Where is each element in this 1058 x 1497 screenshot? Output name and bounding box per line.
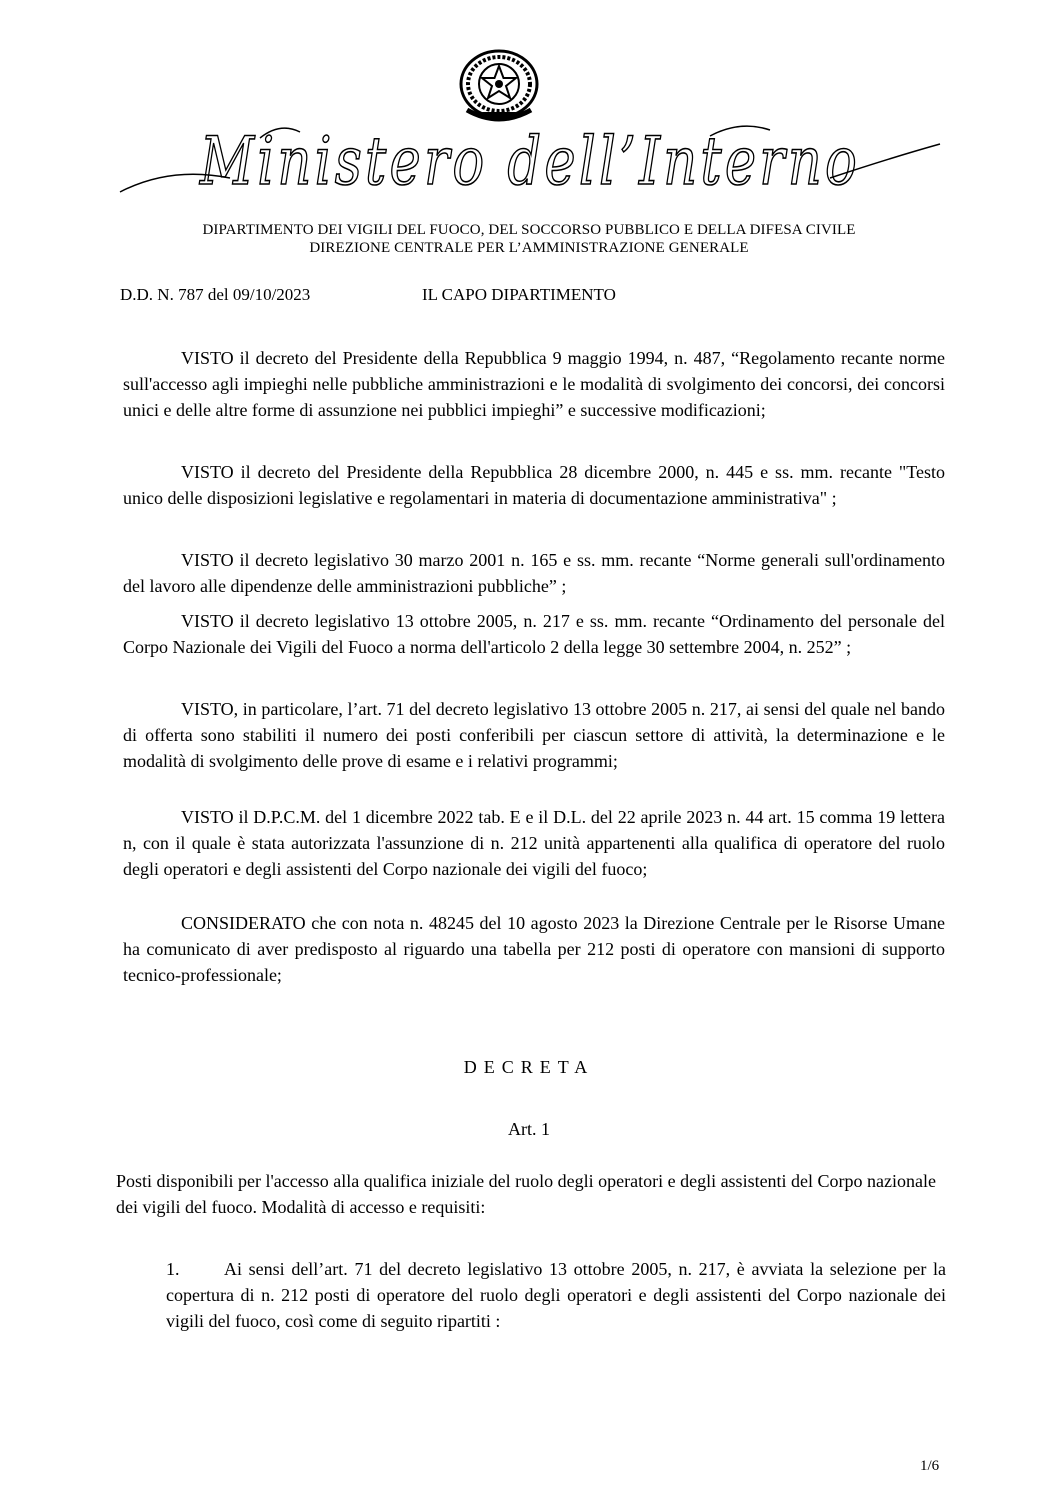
article-intro: Posti disponibili per l'accesso alla qualifica iniziale del ruolo degli operatori e degli assistenti del Corpo nazionale dei vigili del fuoco. Modalità di accesso e requisiti:: [116, 1171, 937, 1217]
page-number: 1/6: [920, 1458, 940, 1474]
department-heading: DIPARTIMENTO DEI VIGILI DEL FUOCO, DEL SOCCORSO PUBBLICO E DELLA DIFESA CIVILE: [202, 222, 856, 238]
preamble-paragraph: VISTO il D.P.C.M. del 1 dicembre 2022 tab. E e il D.L. del 22 aprile 2023 n. 44 art. 15 comma 19 lettera n, con il quale è stata autorizzata l'assunzione di n. 212 unità appartenenti alla qualifica di operatore del ruolo degli operatori e degli assistenti del Corpo nazionale dei vigili del fuoco;: [123, 807, 945, 879]
authority-title: IL CAPO DIPARTIMENTO: [422, 285, 616, 304]
preamble-paragraph: VISTO il decreto del Presidente della Repubblica 9 maggio 1994, n. 487, “Regolamento recante norme sull'accesso agli impieghi nelle pubbliche amministrazioni e le modalità di svolgimento dei concorsi, dei concorsi unici e delle altre forme di assunzione nei pubblici impieghi” e successive modificazioni;: [123, 348, 945, 420]
decree-number: D.D. N. 787 del 09/10/2023: [120, 285, 311, 304]
preamble-paragraph: VISTO il decreto legislativo 13 ottobre 2005, n. 217 e ss. mm. recante “Ordinamento del personale del Corpo Nazionale dei Vigili del Fuoco a norma dell'articolo 2 della legge 30 settembre 2004, n. 252” ;: [123, 611, 945, 657]
preamble-paragraph: VISTO, in particolare, l’art. 71 del decreto legislativo 13 ottobre 2005 n. 217, ai sensi del quale nel bando di offerta sono stabiliti il numero dei posti conferibili per ciascun settore di attività, la determinazione e le modalità di svolgimento delle prove di esame e i relativi programmi;: [123, 699, 945, 771]
republic-emblem-icon: [453, 48, 545, 126]
preamble-paragraph: VISTO il decreto del Presidente della Repubblica 28 dicembre 2000, n. 445 e ss. mm. recante "Testo unico delle disposizioni legislative e regolamentari in materia di documentazione amministrativa" ;: [123, 462, 945, 508]
item-text: Ai sensi dell’art. 71 del decreto legislativo 13 ottobre 2005, n. 217, è avviata la selezione per la copertura di n. 212 posti di operatore del ruolo degli operatori e degli assistenti del Corpo nazionale dei vigili del fuoco, così come di seguito ripartiti :: [166, 1259, 946, 1331]
ministry-script-logo: [110, 118, 950, 200]
article-title: Art. 1: [508, 1119, 550, 1139]
decreta-heading: DECRETA: [463, 1057, 595, 1077]
list-item: [166, 1256, 946, 1334]
svg-text:Ministero dell’Interno: Ministero dell’Interno: [199, 123, 861, 200]
preamble-paragraph: CONSIDERATO che con nota n. 48245 del 10 agosto 2023 la Direzione Centrale per le Risorse Umane ha comunicato di aver predisposto al riguardo una tabella per 212 posti di operatore con mansioni di supporto tecnico-professionale;: [123, 913, 945, 985]
preamble-paragraph: VISTO il decreto legislativo 30 marzo 2001 n. 165 e ss. mm. recante “Norme generali sull'ordinamento del lavoro alle dipendenze delle amministrazioni pubbliche” ;: [123, 550, 945, 596]
direction-heading: DIREZIONE CENTRALE PER L’AMMINISTRAZIONE GENERALE: [309, 240, 749, 256]
item-number: 1.: [166, 1259, 180, 1279]
